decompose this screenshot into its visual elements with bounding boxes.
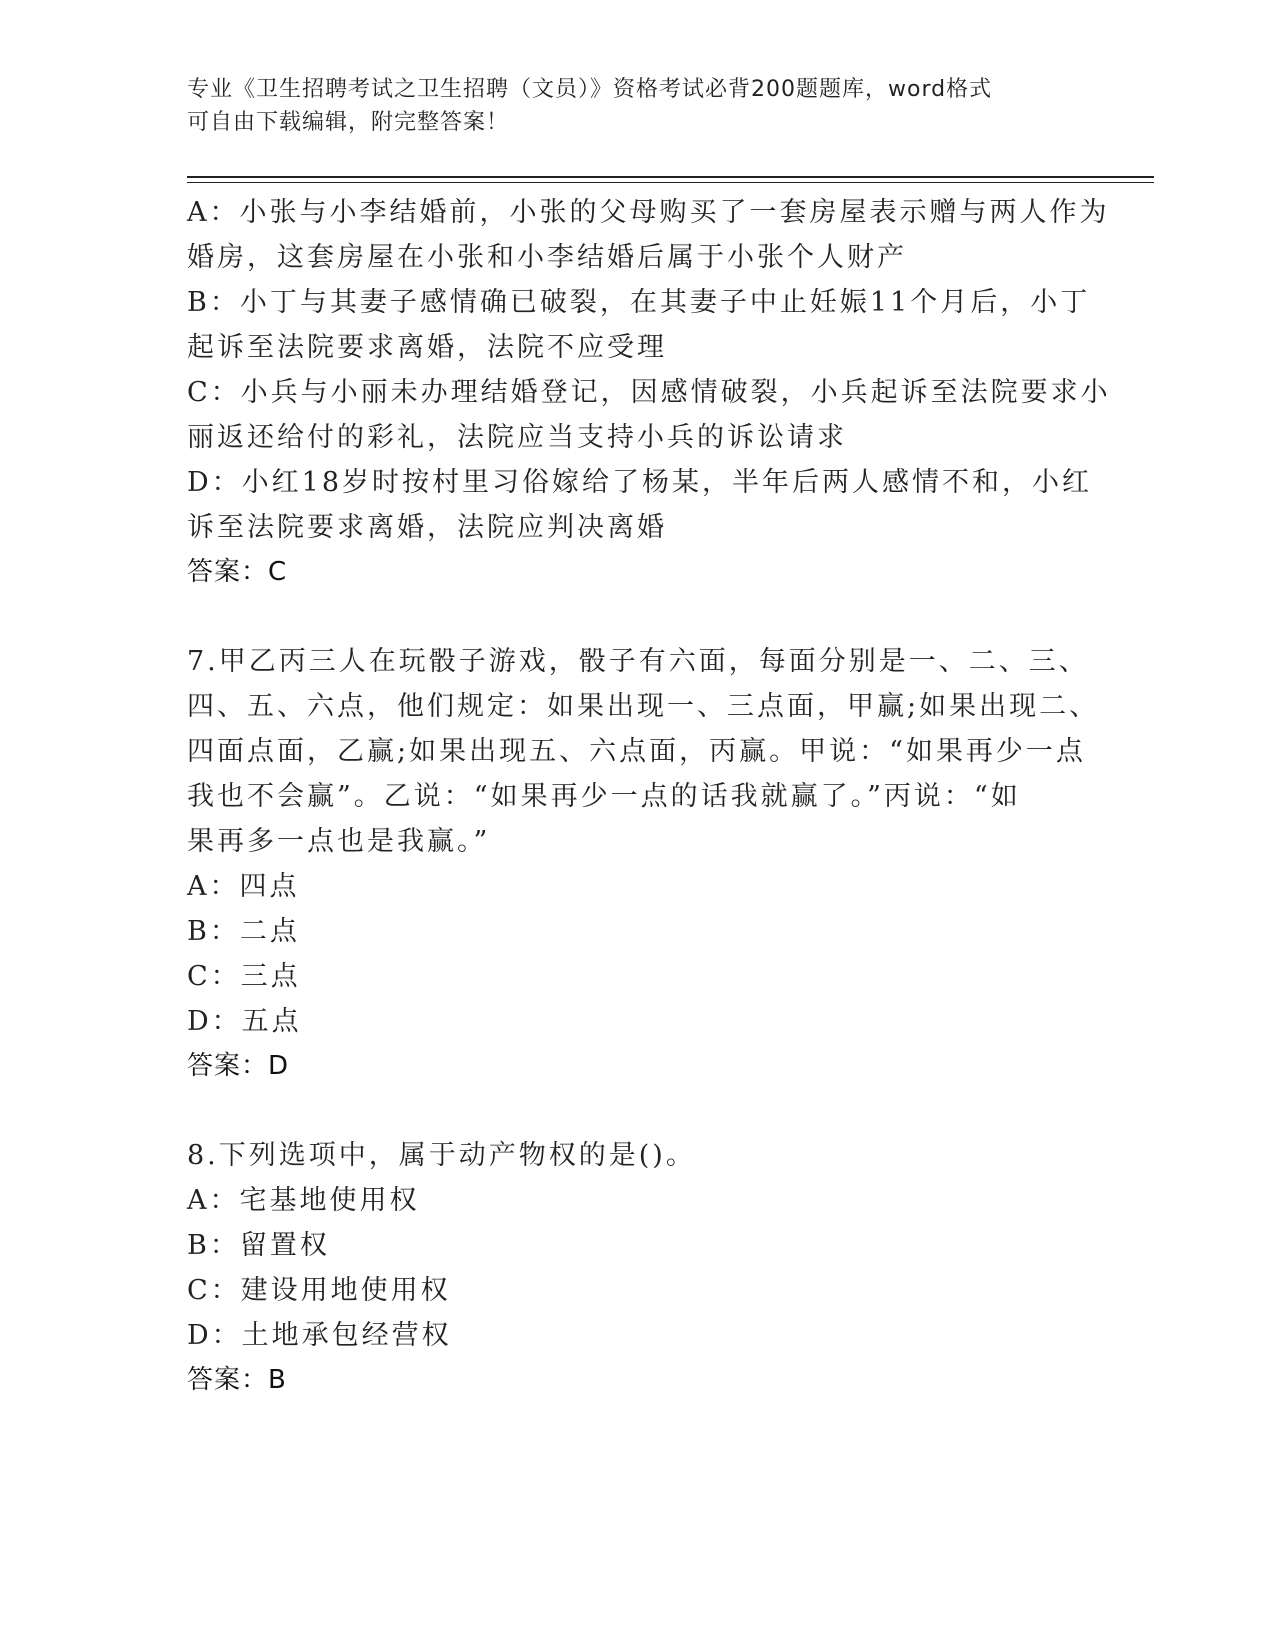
q6-answer: 答案：C <box>187 557 288 587</box>
q8-option-c: C：建设用地使用权 <box>187 1275 451 1306</box>
q7-option-a: A：四点 <box>187 871 300 902</box>
q8-answer: 答案：B <box>187 1365 287 1395</box>
header-line-2: 可自由下载编辑，附完整答案！ <box>187 110 510 135</box>
q8-stem: 8.下列选项中，属于动产物权的是()。 <box>187 1140 696 1171</box>
q7-stem-line-4: 我也不会赢”。乙说：“如果再少一点的话我就赢了。”丙说：“如 <box>187 781 1021 812</box>
header-rule-thick <box>187 176 1154 178</box>
q7-option-b: B：二点 <box>187 916 300 947</box>
q7-stem-line-5: 果再多一点也是我赢。” <box>187 826 491 857</box>
q6-option-a-line-1: A：小张与小李结婚前，小张的父母购买了一套房屋表示赠与两人作为 <box>187 197 1110 228</box>
question-spacer <box>187 1089 1087 1133</box>
q6-option-b-line-2: 起诉至法院要求离婚，法院不应受理 <box>187 332 667 363</box>
q6-option-b-line-1: B：小丁与其妻子感情确已破裂，在其妻子中止妊娠11个月后，小丁 <box>187 287 1091 318</box>
question-content <box>187 190 1111 1403</box>
q6-option-d-line-2: 诉至法院要求离婚，法院应判决离婚 <box>187 512 667 543</box>
header-rule-thin <box>187 182 1154 183</box>
q7-answer: 答案：D <box>187 1051 290 1081</box>
q7-option-d: D：五点 <box>187 1006 302 1037</box>
q7-option-c: C：三点 <box>187 961 301 992</box>
q8-option-d: D：土地承包经营权 <box>187 1320 452 1351</box>
document-header <box>187 73 1087 139</box>
question-8 <box>187 1133 1087 1403</box>
question-7 <box>187 639 1100 1089</box>
q8-option-a: A：宅基地使用权 <box>187 1185 420 1216</box>
q6-option-d-line-1: D：小红18岁时按村里习俗嫁给了杨某，半年后两人感情不和，小红 <box>187 467 1093 498</box>
q6-option-a-line-2: 婚房，这套房屋在小张和小李结婚后属于小张个人财产 <box>187 242 907 273</box>
header-line-1: 专业《卫生招聘考试之卫生招聘（文员）》资格考试必背200题题库，word格式 <box>187 77 993 102</box>
q8-option-b: B：留置权 <box>187 1230 330 1261</box>
q6-option-c-line-1: C：小兵与小丽未办理结婚登记，因感情破裂，小兵起诉至法院要求小 <box>187 377 1111 408</box>
question-6 <box>187 190 1111 595</box>
q6-option-c-line-2: 丽返还给付的彩礼，法院应当支持小兵的诉讼请求 <box>187 422 847 453</box>
q7-stem-line-2: 四、五、六点，他们规定：如果出现一、三点面，甲赢;如果出现二、 <box>187 691 1100 722</box>
q7-stem-line-1: 7.甲乙丙三人在玩骰子游戏，骰子有六面，每面分别是一、二、三、 <box>187 646 1089 677</box>
q7-stem-line-3: 四面点面，乙赢;如果出现五、六点面，丙赢。甲说：“如果再少一点 <box>187 736 1086 767</box>
question-spacer <box>187 595 1087 639</box>
